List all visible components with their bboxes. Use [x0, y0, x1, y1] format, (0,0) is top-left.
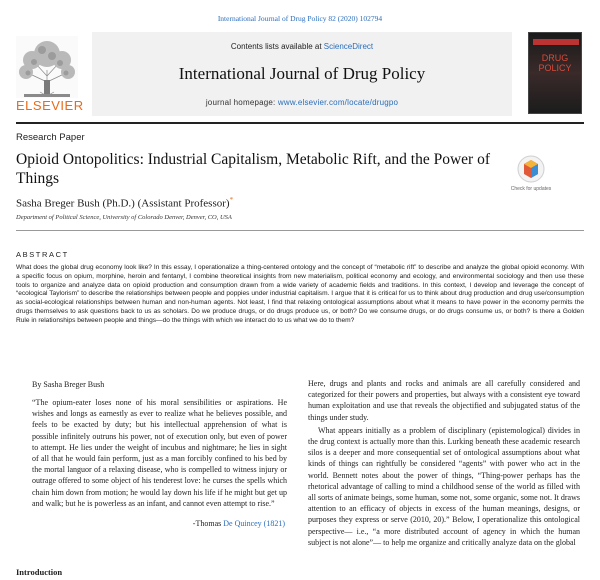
cover-title-line-1: DRUG	[541, 53, 569, 63]
epigraph-quote: “The opium-eater loses none of his moral sensibilities or aspirations. He wishes and longs as earnestly as ever to realize what he believes possible, and feels to be exacted by duty; but his intellectual apprehension of what is possible infinitely outruns his power, not of execution only, but even of power to attempt. He lies under the weight of incubus and nightmare; he lies in sight of all that he would fain perform, just as a man forcibly confined to his bed by the mortal languor of a relaxing disease, who is compelled to witness injury or outrage offered to some object of his tenderest love: he curses the spells which chain him down from motion; he would lay down his life if he might but get up and walk; but he is powerless as an infant, and cannot even attempt to rise.”	[32, 398, 287, 508]
cover-strip	[533, 39, 579, 45]
introduction-heading: Introduction	[16, 567, 63, 577]
check-for-updates-icon[interactable]	[516, 154, 546, 186]
author-mark[interactable]: *	[229, 196, 234, 204]
abstract-top-divider	[16, 230, 584, 231]
abstract-heading: ABSTRACT	[16, 250, 69, 259]
article-title: Opioid Ontopolitics: Industrial Capitalism, Metabolic Rift, and the Power of Things	[16, 151, 490, 187]
epigraph-attribution	[32, 519, 287, 528]
cover-title	[529, 53, 581, 73]
cover-title-line-2: POLICY	[538, 63, 572, 73]
journal-title: International Journal of Drug Policy	[178, 64, 426, 83]
check-for-updates-label[interactable]: Check for updates	[510, 186, 552, 192]
article-type: Research Paper	[16, 132, 85, 143]
abstract-text: What does the global drug economy look like? In this essay, I operationalize a thing-centered ontology and the concept of “metabolic rift” to describe and analyze the global opioid economy. With a specific focus on opium, morphine, heroin and fentanyl, I combine theoretical insights from new materialism, political economy and ecology, and environmental sociology and then use these tools to organize and analyze data on opioid production and consumption drawn from a wide variety of academic fields and traditions. In this context, I develop and leverage the concept of “ecological Taylorism” to describe the relationships between people and poppies under industrial capitalism. I argue that it is critical for us to think about drug production and drug use/consumption as social-ecological relationships between human and non-human agents. Not least, I find that relaxing ontological assumptions about what it means to have power in the economy permits the drugs themselves to ask questions back to us as scholars. Do we produce drugs, or do drugs produce us, or both? Do we consume drugs, or do drugs consume us, or both? Is there a Golden Rule in relationships between people and things—do the things with which we interact do to us what we do to them?	[16, 264, 584, 324]
body-paragraph-2: What appears initially as a problem of disciplinary (epistemological) divides in the drug context is actually more than this. Lurking beneath these academic research silos is a deeper and more consequential set of ontological assumptions about what kinds of things can rightfully be considered “agents” with power who act in the world. Bennett notes about the power of things, “Thing-power perhaps has the rhetorical advantage of calling to mind a childhood sense of the world as filled with all sorts of animate beings, some human, some not, some organic, some not. It draws attention to an efficacy of objects in excess of the human meanings, designs, or purposes they express or serve (2010, 20).” Below, I operationalize this ontological perspective— i.e., “a more distributed account of agency in which the human subject is not alone”— to help me organize and critically analyze data on the global	[308, 425, 580, 547]
homepage-prefix: journal homepage:	[205, 98, 278, 107]
journal-header-box	[92, 32, 512, 116]
publisher-name: ELSEVIER	[16, 98, 84, 113]
author-affiliation: Department of Political Science, University of Colorado Denver, Denver, CO, USA	[16, 214, 232, 221]
body-paragraph-1: Here, drugs and plants and rocks and animals are all carefully considered and categorized for their powers and properties, but always with a consistent eye toward human exploitation and use that reveals the objectified and subjugated status of the things under study.	[308, 379, 580, 422]
journal-masthead	[16, 32, 584, 118]
journal-homepage-line	[92, 98, 512, 107]
journal-homepage-link[interactable]: www.elsevier.com/locate/drugpo	[277, 98, 399, 107]
de-quincey-citation-link[interactable]: De Quincey (1821)	[223, 519, 285, 529]
author-name[interactable]: Sasha Breger Bush (Ph.D.) (Assistant Professor)	[16, 197, 230, 210]
sciencedirect-link[interactable]: ScienceDirect	[323, 42, 374, 51]
byline: By Sasha Breger Bush	[32, 380, 105, 389]
journal-cover-thumbnail[interactable]	[528, 32, 582, 114]
journal-citation[interactable]: International Journal of Drug Policy 82 (2020) 102794	[217, 14, 383, 23]
contents-prefix: Contents lists available at	[230, 42, 324, 51]
author-line	[16, 196, 233, 210]
body-right-column	[308, 378, 580, 548]
body-left-column	[32, 380, 287, 528]
masthead-divider	[16, 122, 584, 124]
contents-line	[92, 42, 512, 51]
attribution-prefix: -Thomas	[192, 519, 224, 529]
